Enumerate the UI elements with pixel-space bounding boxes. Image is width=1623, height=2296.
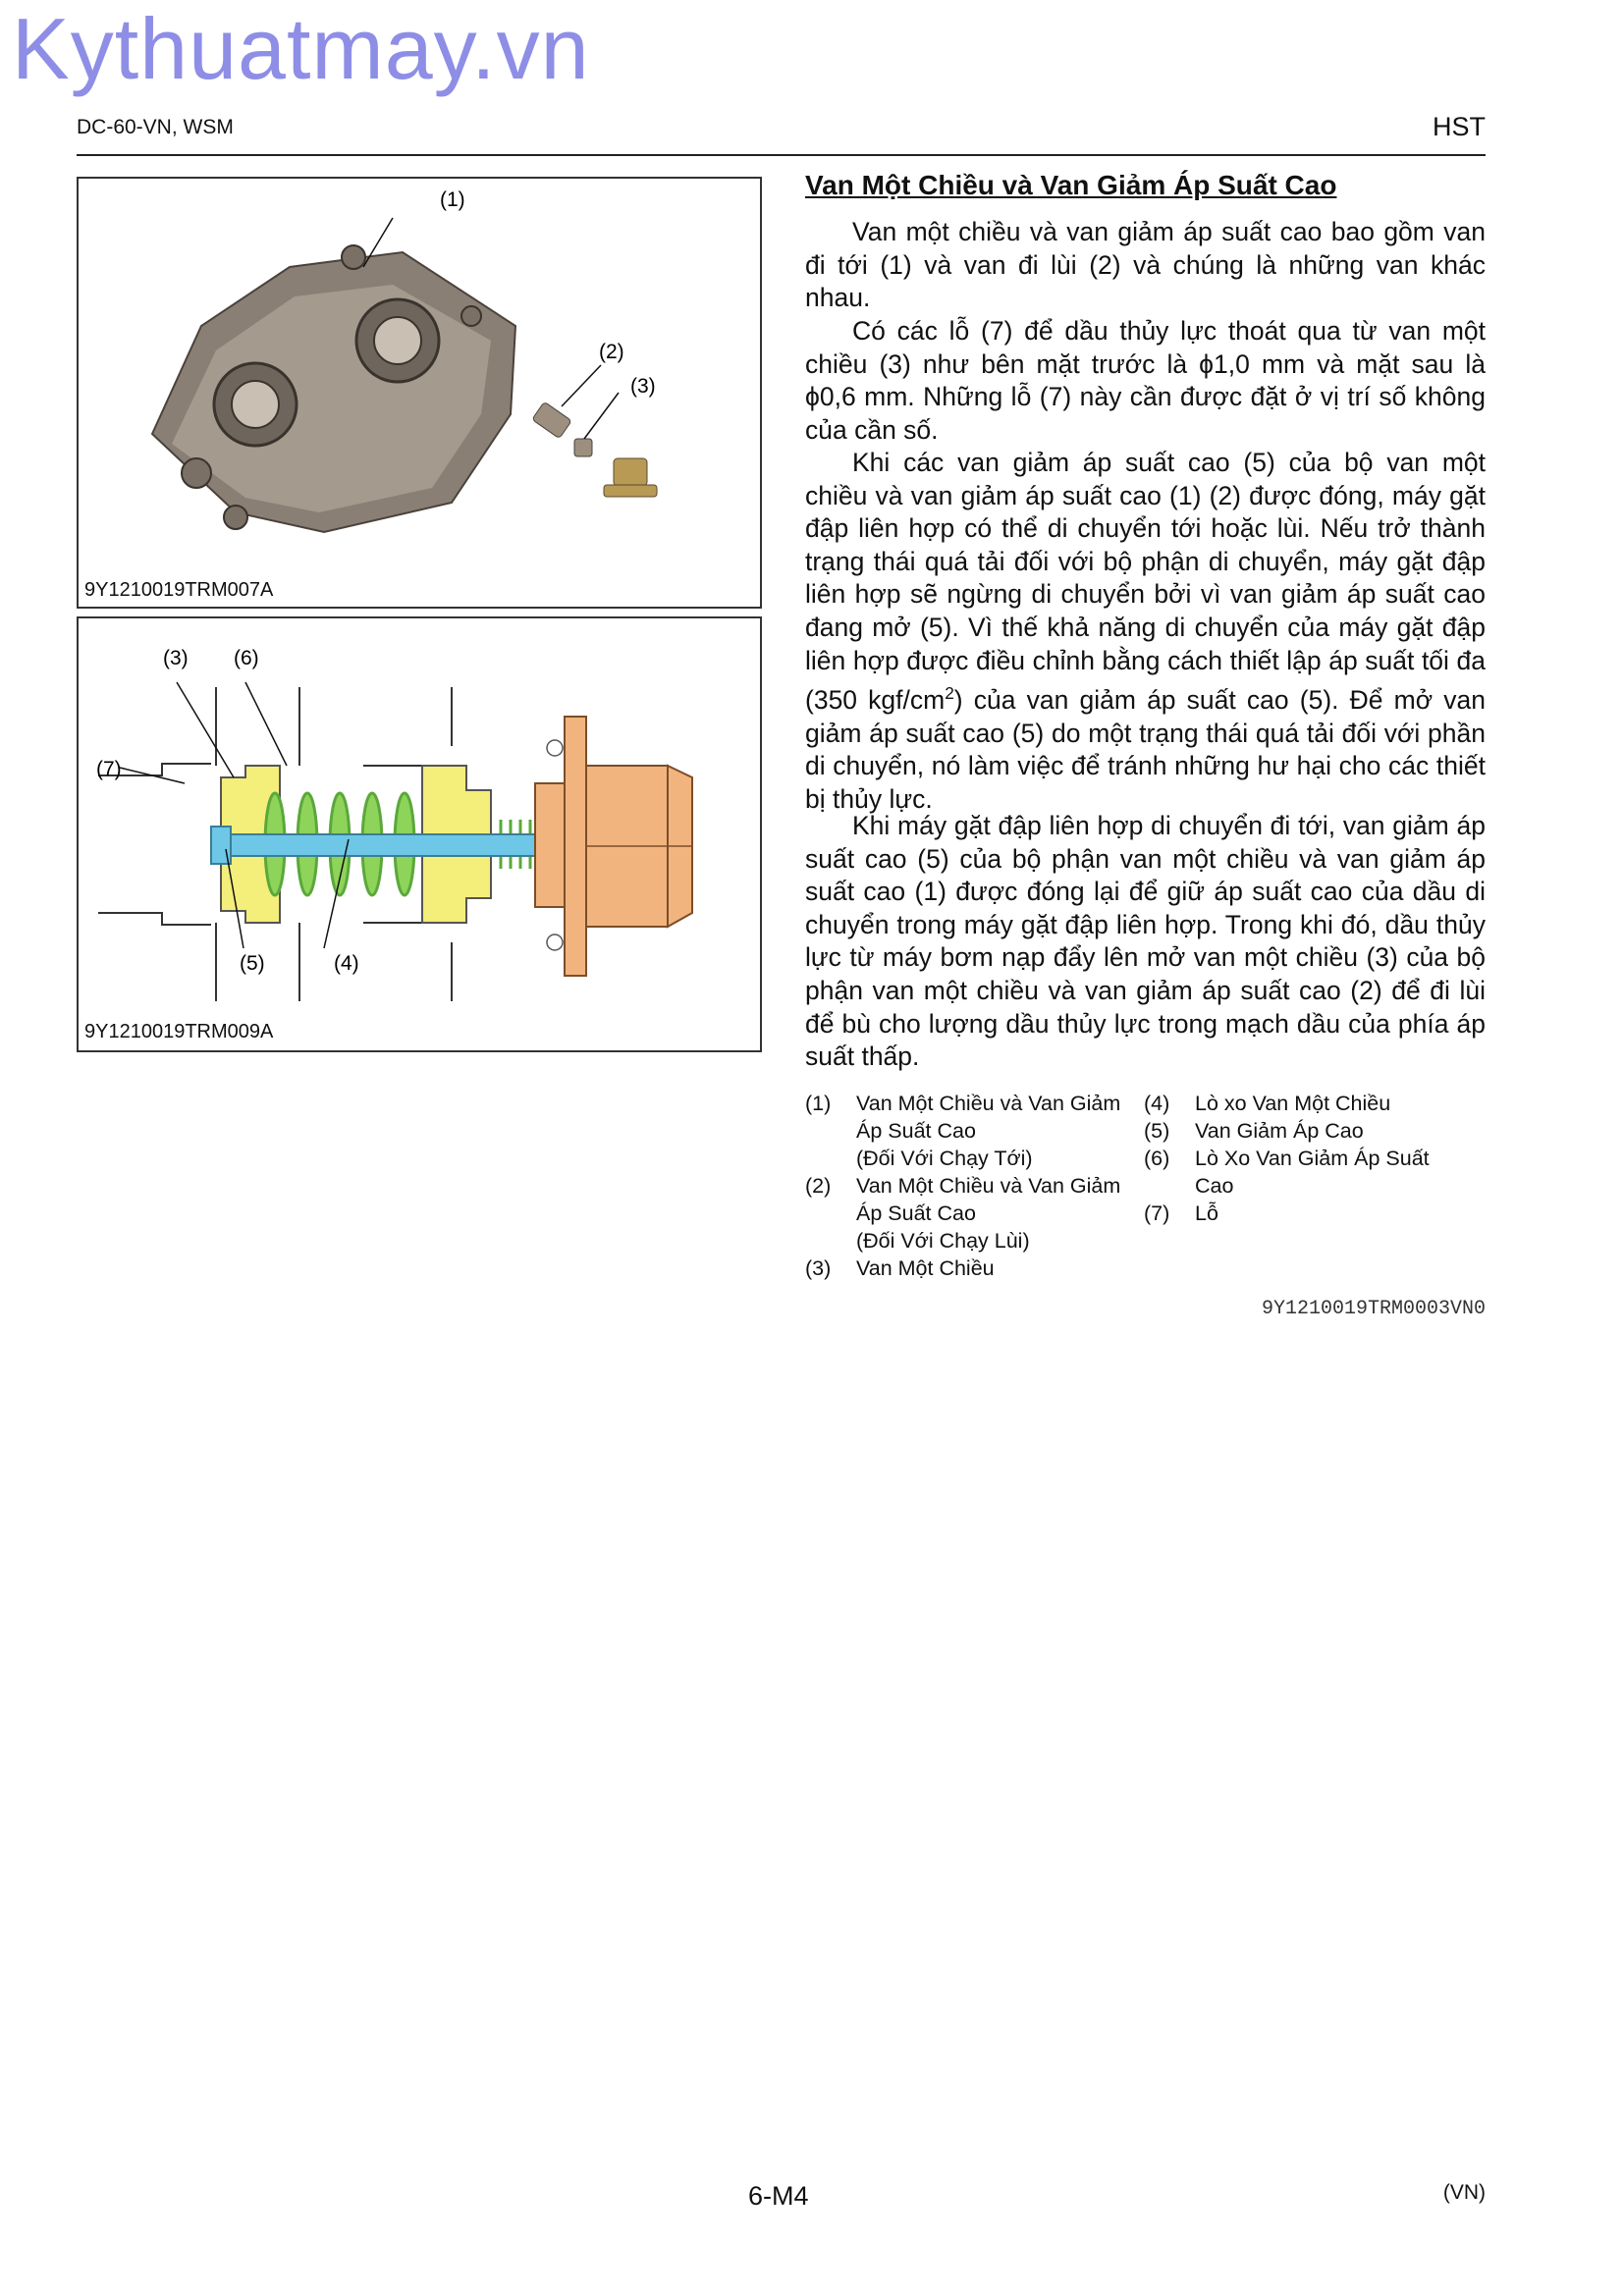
callout-7: (7): [96, 758, 122, 780]
figure-valve-photo: [77, 177, 762, 609]
header-divider: [77, 154, 1486, 156]
callout-2: (2): [599, 341, 624, 363]
callout-5: (5): [240, 952, 265, 975]
page-number: 6-M4: [748, 2181, 809, 2211]
section-title: Van Một Chiều và Van Giảm Áp Suất Cao: [805, 170, 1337, 200]
paragraph-2: Có các lỗ (7) để dầu thủy lực thoát qua từ van một chiều (3) như bên mặt trước là ϕ1,0 mm và mặt sau là ϕ0,6 mm. Những lỗ (7) này cần được đặt ở vị trí số không của cần số.: [805, 316, 1486, 445]
valve-section-diagram: [79, 618, 760, 1050]
paragraph-3: Khi các van giảm áp suất cao (5) của bộ van một chiều và van giảm áp suất cao (1) (2) được đóng, máy gặt đập liên hợp có thể di chuyển tới hoặc lùi. Nếu trở thành trạng thái quá tải đối với bộ phận di chuyển, máy gặt đập liên hợp sẽ ngừng di chuyển bởi vì van giảm áp suất cao đang mở (5). Vì thế khả năng di chuyển của máy gặt đập liên hợp được điều chỉnh bằng cách thiết lập áp suất tối đa (350 kgf/$cm^2$) của van giảm áp suất cao (5). Để mở van giảm áp suất cao (5) do một trạng thái quá tải đối với phần di chuyển, nó làm việc để tránh những hư hại cho các thiết bị thủy lực.: [805, 448, 1486, 814]
callout-3: (3): [163, 647, 189, 669]
watermark-text: Kythuatmay.vn: [12, 0, 590, 97]
callout-4: (4): [334, 952, 359, 975]
document-id: DC-60-VN, WSM: [77, 116, 234, 138]
figure-valve-section: [77, 616, 762, 1052]
language-tag: (VN): [1442, 2181, 1486, 2204]
paragraph-4: Khi máy gặt đập liên hợp di chuyển đi tới, van giảm áp suất cao (5) của bộ phận van một chiều và van giảm áp suất cao (1) được đóng lại để giữ áp suất cao của dầu di chuyển trong máy gặt đập liên hợp. Trong khi đó, dầu thủy lực từ máy bơm nạp đẩy lên mở van một chiều (3) của bộ phận van một chiều và van giảm áp suất cao (2) để đi lùi để bù cho lượng dầu thủy lực trong mạch dầu của phía áp suất thấp.: [805, 811, 1486, 1072]
reference-code: 9Y1210019TRM0003VN0: [1261, 1298, 1486, 1320]
callout-3: (3): [630, 375, 656, 398]
valve-block-illustration: [79, 179, 760, 607]
section-tag: HST: [1433, 112, 1486, 141]
paragraph-1: Van một chiều và van giảm áp suất cao bao gồm van đi tới (1) và van đi lùi (2) và chúng là những van khác nhau.: [805, 217, 1486, 313]
figure-code: 9Y1210019TRM007A: [84, 579, 274, 601]
callout-6: (6): [234, 647, 259, 669]
callout-1: (1): [440, 188, 465, 211]
figure-code: 9Y1210019TRM009A: [84, 1021, 274, 1042]
